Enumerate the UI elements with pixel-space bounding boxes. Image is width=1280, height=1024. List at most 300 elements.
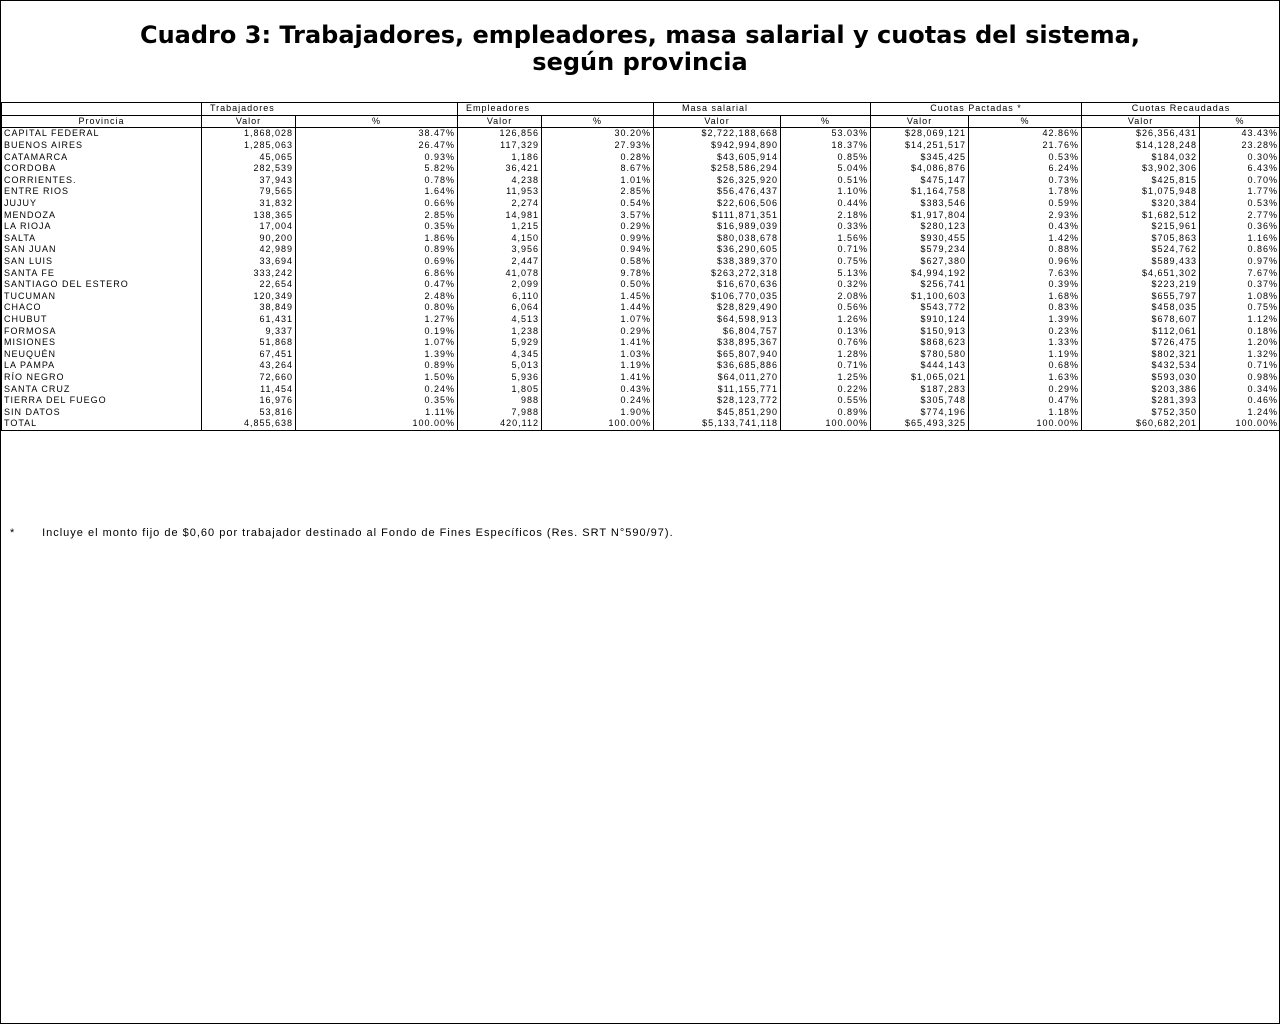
value-cell: $910,124 — [871, 314, 969, 326]
value-cell: 1.25% — [781, 372, 871, 384]
value-cell: 45,065 — [202, 151, 296, 163]
value-cell: 0.23% — [969, 325, 1082, 337]
page-title — [0, 22, 1280, 76]
value-cell: 1,805 — [458, 383, 542, 395]
value-cell: 0.19% — [296, 325, 458, 337]
table-row — [2, 314, 1280, 326]
value-cell: 2.18% — [781, 209, 871, 221]
footnote — [10, 527, 674, 539]
value-cell: 0.96% — [969, 256, 1082, 268]
table-row — [2, 256, 1280, 268]
value-cell: $64,598,913 — [654, 314, 781, 326]
value-cell: 0.86% — [1200, 244, 1280, 256]
value-cell: 0.76% — [781, 337, 871, 349]
province-cell: ENTRE RIOS — [2, 186, 202, 198]
value-cell: 0.51% — [781, 175, 871, 187]
value-cell: 0.75% — [1200, 302, 1280, 314]
province-cell: SANTA FE — [2, 267, 202, 279]
value-cell: 1.12% — [1200, 314, 1280, 326]
value-cell: 1.18% — [969, 406, 1082, 418]
value-cell: 0.71% — [1200, 360, 1280, 372]
value-cell: 0.34% — [1200, 383, 1280, 395]
table-body — [2, 128, 1280, 430]
province-cell: SANTA CRUZ — [2, 383, 202, 395]
value-cell: 67,451 — [202, 348, 296, 360]
value-cell: 100.00% — [542, 418, 654, 430]
value-cell: 4,345 — [458, 348, 542, 360]
value-cell: 33,694 — [202, 256, 296, 268]
value-cell: $280,123 — [871, 221, 969, 233]
value-cell: 0.36% — [1200, 221, 1280, 233]
value-cell: 7,988 — [458, 406, 542, 418]
table-row — [2, 267, 1280, 279]
value-cell: 26.47% — [296, 140, 458, 152]
value-cell: 27.93% — [542, 140, 654, 152]
value-cell: 0.33% — [781, 221, 871, 233]
value-cell: $11,155,771 — [654, 383, 781, 395]
table-row — [2, 233, 1280, 245]
value-cell: 61,431 — [202, 314, 296, 326]
value-cell: 2.08% — [781, 291, 871, 303]
value-cell: 38.47% — [296, 128, 458, 140]
province-cell: SAN JUAN — [2, 244, 202, 256]
value-cell: 0.46% — [1200, 395, 1280, 407]
value-cell: 0.29% — [542, 221, 654, 233]
value-cell: $26,356,431 — [1082, 128, 1200, 140]
table-row — [2, 209, 1280, 221]
value-cell: $320,384 — [1082, 198, 1200, 210]
column-header: % — [781, 115, 871, 128]
value-cell: $627,380 — [871, 256, 969, 268]
value-cell: 53.03% — [781, 128, 871, 140]
value-cell: $5,133,741,118 — [654, 418, 781, 430]
table-row — [2, 163, 1280, 175]
province-cell: SAN LUIS — [2, 256, 202, 268]
value-cell: 6,064 — [458, 302, 542, 314]
value-cell: 0.43% — [542, 383, 654, 395]
value-cell: 0.24% — [296, 383, 458, 395]
value-cell: $589,433 — [1082, 256, 1200, 268]
value-cell: 7.63% — [969, 267, 1082, 279]
province-cell: SIN DATOS — [2, 406, 202, 418]
table-row — [2, 244, 1280, 256]
value-cell: $2,722,188,668 — [654, 128, 781, 140]
value-cell: $80,038,678 — [654, 233, 781, 245]
value-cell: 31,832 — [202, 198, 296, 210]
value-cell: $678,607 — [1082, 314, 1200, 326]
value-cell: 0.80% — [296, 302, 458, 314]
value-cell: 4,150 — [458, 233, 542, 245]
group-header-row — [2, 103, 1280, 116]
group-header-cuotas-recaudadas: Cuotas Recaudadas — [1082, 103, 1280, 116]
province-cell: TUCUMAN — [2, 291, 202, 303]
value-cell: 0.59% — [969, 198, 1082, 210]
value-cell: $45,851,290 — [654, 406, 781, 418]
value-cell: 100.00% — [296, 418, 458, 430]
value-cell: 0.37% — [1200, 279, 1280, 291]
value-cell: $187,283 — [871, 383, 969, 395]
column-header: Valor — [1082, 115, 1200, 128]
value-cell: $444,143 — [871, 360, 969, 372]
value-cell: 0.30% — [1200, 151, 1280, 163]
value-cell: 1.41% — [542, 372, 654, 384]
value-cell: $56,476,437 — [654, 186, 781, 198]
value-cell: $28,829,490 — [654, 302, 781, 314]
value-cell: 72,660 — [202, 372, 296, 384]
value-cell: $14,251,517 — [871, 140, 969, 152]
value-cell: 1.26% — [781, 314, 871, 326]
value-cell: $150,913 — [871, 325, 969, 337]
value-cell: 11,953 — [458, 186, 542, 198]
province-cell: FORMOSA — [2, 325, 202, 337]
table-row — [2, 175, 1280, 187]
value-cell: $4,994,192 — [871, 267, 969, 279]
province-cell: JUJUY — [2, 198, 202, 210]
value-cell: 6.24% — [969, 163, 1082, 175]
table-row — [2, 221, 1280, 233]
value-cell: $184,032 — [1082, 151, 1200, 163]
value-cell: 100.00% — [781, 418, 871, 430]
value-cell: 38,849 — [202, 302, 296, 314]
column-header: % — [969, 115, 1082, 128]
province-cell: CHACO — [2, 302, 202, 314]
province-cell: BUENOS AIRES — [2, 140, 202, 152]
value-cell: 1.27% — [296, 314, 458, 326]
value-cell: 2.93% — [969, 209, 1082, 221]
value-cell: 1.50% — [296, 372, 458, 384]
value-cell: $1,682,512 — [1082, 209, 1200, 221]
value-cell: 1,868,028 — [202, 128, 296, 140]
value-cell: $1,164,758 — [871, 186, 969, 198]
value-cell: $726,475 — [1082, 337, 1200, 349]
value-cell: 37,943 — [202, 175, 296, 187]
value-cell: 42,989 — [202, 244, 296, 256]
value-cell: $28,123,772 — [654, 395, 781, 407]
column-header: Provincia — [2, 115, 202, 128]
value-cell: 117,329 — [458, 140, 542, 152]
value-cell: $16,989,039 — [654, 221, 781, 233]
value-cell: 14,981 — [458, 209, 542, 221]
value-cell: 100.00% — [1200, 418, 1280, 430]
value-cell: $16,670,636 — [654, 279, 781, 291]
value-cell: 5.82% — [296, 163, 458, 175]
province-cell: CHUBUT — [2, 314, 202, 326]
value-cell: 1.41% — [542, 337, 654, 349]
value-cell: 1.77% — [1200, 186, 1280, 198]
value-cell: 0.18% — [1200, 325, 1280, 337]
column-header: Valor — [654, 115, 781, 128]
value-cell: 1.33% — [969, 337, 1082, 349]
value-cell: $774,196 — [871, 406, 969, 418]
value-cell: $383,546 — [871, 198, 969, 210]
value-cell: 0.89% — [781, 406, 871, 418]
value-cell: 1.39% — [969, 314, 1082, 326]
value-cell: 6.86% — [296, 267, 458, 279]
value-cell: 0.39% — [969, 279, 1082, 291]
value-cell: 0.66% — [296, 198, 458, 210]
value-cell: 0.13% — [781, 325, 871, 337]
value-cell: 11,454 — [202, 383, 296, 395]
value-cell: 0.28% — [542, 151, 654, 163]
footnote-mark: * — [10, 527, 16, 539]
value-cell: 2,447 — [458, 256, 542, 268]
province-cell: TIERRA DEL FUEGO — [2, 395, 202, 407]
table-row — [2, 140, 1280, 152]
value-cell: $36,685,886 — [654, 360, 781, 372]
value-cell: 6.43% — [1200, 163, 1280, 175]
value-cell: 0.44% — [781, 198, 871, 210]
value-cell: 0.97% — [1200, 256, 1280, 268]
value-cell: 0.35% — [296, 395, 458, 407]
value-cell: 333,242 — [202, 267, 296, 279]
value-cell: 79,565 — [202, 186, 296, 198]
value-cell: 1.39% — [296, 348, 458, 360]
province-cell: MISIONES — [2, 337, 202, 349]
value-cell: 7.67% — [1200, 267, 1280, 279]
value-cell: 100.00% — [969, 418, 1082, 430]
value-cell: 1.11% — [296, 406, 458, 418]
table-row — [2, 198, 1280, 210]
value-cell: 1.86% — [296, 233, 458, 245]
value-cell: 1,215 — [458, 221, 542, 233]
value-cell: $432,534 — [1082, 360, 1200, 372]
group-header-empleadores: Empleadores — [458, 103, 654, 116]
column-header: % — [1200, 115, 1280, 128]
province-cell: LA RIOJA — [2, 221, 202, 233]
value-cell: 3,956 — [458, 244, 542, 256]
value-cell: 0.32% — [781, 279, 871, 291]
province-cell: NEUQUÉN — [2, 348, 202, 360]
title-line-2: según provincia — [532, 48, 748, 76]
value-cell: $26,325,920 — [654, 175, 781, 187]
table-row — [2, 186, 1280, 198]
footnote-text: Incluye el monto fijo de $0,60 por trabajador destinado al Fondo de Fines Específicos (Res. SRT N°590/97). — [42, 527, 674, 539]
table-row — [2, 348, 1280, 360]
value-cell: $111,871,351 — [654, 209, 781, 221]
value-cell: $4,651,302 — [1082, 267, 1200, 279]
value-cell: 0.70% — [1200, 175, 1280, 187]
column-header: Valor — [458, 115, 542, 128]
value-cell: $458,035 — [1082, 302, 1200, 314]
value-cell: $203,386 — [1082, 383, 1200, 395]
value-cell: 43.43% — [1200, 128, 1280, 140]
value-cell: $43,605,914 — [654, 151, 781, 163]
value-cell: 0.43% — [969, 221, 1082, 233]
value-cell: 1,186 — [458, 151, 542, 163]
value-cell: 126,856 — [458, 128, 542, 140]
value-cell: $593,030 — [1082, 372, 1200, 384]
value-cell: $1,065,021 — [871, 372, 969, 384]
value-cell: 1.68% — [969, 291, 1082, 303]
province-cell: CORDOBA — [2, 163, 202, 175]
value-cell: $4,086,876 — [871, 163, 969, 175]
value-cell: 1.07% — [296, 337, 458, 349]
value-cell: 2.85% — [296, 209, 458, 221]
value-cell: 0.47% — [969, 395, 1082, 407]
value-cell: 0.56% — [781, 302, 871, 314]
value-cell: $14,128,248 — [1082, 140, 1200, 152]
value-cell: $223,219 — [1082, 279, 1200, 291]
value-cell: 2.48% — [296, 291, 458, 303]
value-cell: 420,112 — [458, 418, 542, 430]
value-cell: 16,976 — [202, 395, 296, 407]
value-cell: $345,425 — [871, 151, 969, 163]
value-cell: $425,815 — [1082, 175, 1200, 187]
value-cell: $281,393 — [1082, 395, 1200, 407]
value-cell: $215,961 — [1082, 221, 1200, 233]
value-cell: 2,099 — [458, 279, 542, 291]
value-cell: 53,816 — [202, 406, 296, 418]
value-cell: 0.85% — [781, 151, 871, 163]
value-cell: $543,772 — [871, 302, 969, 314]
value-cell: 0.71% — [781, 244, 871, 256]
value-cell: $256,741 — [871, 279, 969, 291]
value-cell: 8.67% — [542, 163, 654, 175]
value-cell: 1.10% — [781, 186, 871, 198]
value-cell: 2.77% — [1200, 209, 1280, 221]
value-cell: 988 — [458, 395, 542, 407]
value-cell: 43,264 — [202, 360, 296, 372]
value-cell: $112,061 — [1082, 325, 1200, 337]
table-row — [2, 383, 1280, 395]
value-cell: 0.54% — [542, 198, 654, 210]
province-cell: SANTIAGO DEL ESTERO — [2, 279, 202, 291]
value-cell: 0.29% — [969, 383, 1082, 395]
value-cell: 1,285,063 — [202, 140, 296, 152]
value-cell: $65,493,325 — [871, 418, 969, 430]
value-cell: 1.32% — [1200, 348, 1280, 360]
province-cell: LA PAMPA — [2, 360, 202, 372]
data-table — [1, 102, 1280, 431]
title-line-1: Cuadro 3: Trabajadores, empleadores, masa salarial y cuotas del sistema, — [139, 21, 1140, 49]
value-cell: $802,321 — [1082, 348, 1200, 360]
province-cell: CAPITAL FEDERAL — [2, 128, 202, 140]
value-cell: 41,078 — [458, 267, 542, 279]
value-cell: 1.19% — [969, 348, 1082, 360]
value-cell: 0.68% — [969, 360, 1082, 372]
value-cell: 6,110 — [458, 291, 542, 303]
value-cell: 9.78% — [542, 267, 654, 279]
value-cell: 1.63% — [969, 372, 1082, 384]
value-cell: 0.50% — [542, 279, 654, 291]
value-cell: 21.76% — [969, 140, 1082, 152]
table-row — [2, 325, 1280, 337]
value-cell: 42.86% — [969, 128, 1082, 140]
value-cell: $263,272,318 — [654, 267, 781, 279]
value-cell: 0.35% — [296, 221, 458, 233]
province-cell: TOTAL — [2, 418, 202, 430]
value-cell: $868,623 — [871, 337, 969, 349]
value-cell: 1.16% — [1200, 233, 1280, 245]
province-cell: SALTA — [2, 233, 202, 245]
value-cell: 0.71% — [781, 360, 871, 372]
value-cell: 1.42% — [969, 233, 1082, 245]
value-cell: 17,004 — [202, 221, 296, 233]
table-row — [2, 395, 1280, 407]
value-cell: 0.55% — [781, 395, 871, 407]
value-cell: 23.28% — [1200, 140, 1280, 152]
table-row — [2, 360, 1280, 372]
value-cell: $930,455 — [871, 233, 969, 245]
value-cell: 1.64% — [296, 186, 458, 198]
value-cell: 0.89% — [296, 244, 458, 256]
value-cell: $475,147 — [871, 175, 969, 187]
value-cell: 0.98% — [1200, 372, 1280, 384]
value-cell: $579,234 — [871, 244, 969, 256]
table-row — [2, 406, 1280, 418]
province-cell: RÍO NEGRO — [2, 372, 202, 384]
value-cell: 1.45% — [542, 291, 654, 303]
value-cell: 22,654 — [202, 279, 296, 291]
value-cell: 36,421 — [458, 163, 542, 175]
value-cell: 0.24% — [542, 395, 654, 407]
value-cell: $1,100,603 — [871, 291, 969, 303]
value-cell: 0.22% — [781, 383, 871, 395]
value-cell: $36,290,605 — [654, 244, 781, 256]
value-cell: $524,762 — [1082, 244, 1200, 256]
column-header: Valor — [202, 115, 296, 128]
value-cell: 51,868 — [202, 337, 296, 349]
value-cell: 1.03% — [542, 348, 654, 360]
value-cell: 1.56% — [781, 233, 871, 245]
value-cell: 90,200 — [202, 233, 296, 245]
total-row — [2, 418, 1280, 430]
value-cell: $22,606,506 — [654, 198, 781, 210]
value-cell: $305,748 — [871, 395, 969, 407]
value-cell: 0.94% — [542, 244, 654, 256]
value-cell: 282,539 — [202, 163, 296, 175]
value-cell: 0.47% — [296, 279, 458, 291]
value-cell: $38,389,370 — [654, 256, 781, 268]
value-cell: 0.89% — [296, 360, 458, 372]
group-header-blank — [2, 103, 202, 116]
province-cell: CATAMARCA — [2, 151, 202, 163]
value-cell: $655,797 — [1082, 291, 1200, 303]
value-cell: 1.20% — [1200, 337, 1280, 349]
value-cell: $752,350 — [1082, 406, 1200, 418]
value-cell: 0.58% — [542, 256, 654, 268]
value-cell: 1,238 — [458, 325, 542, 337]
value-cell: 0.88% — [969, 244, 1082, 256]
value-cell: 0.78% — [296, 175, 458, 187]
value-cell: $38,895,367 — [654, 337, 781, 349]
value-cell: 1.01% — [542, 175, 654, 187]
value-cell: $6,804,757 — [654, 325, 781, 337]
value-cell: 9,337 — [202, 325, 296, 337]
table-row — [2, 279, 1280, 291]
value-cell: $106,770,035 — [654, 291, 781, 303]
value-cell: 1.24% — [1200, 406, 1280, 418]
column-header: % — [542, 115, 654, 128]
value-cell: 0.69% — [296, 256, 458, 268]
value-cell: $65,807,940 — [654, 348, 781, 360]
value-cell: $942,994,890 — [654, 140, 781, 152]
value-cell: 138,365 — [202, 209, 296, 221]
value-cell: 1.44% — [542, 302, 654, 314]
value-cell: 0.99% — [542, 233, 654, 245]
value-cell: 4,855,638 — [202, 418, 296, 430]
value-cell: 5,013 — [458, 360, 542, 372]
table-row — [2, 337, 1280, 349]
value-cell: $1,075,948 — [1082, 186, 1200, 198]
value-cell: 0.93% — [296, 151, 458, 163]
value-cell: 5,936 — [458, 372, 542, 384]
value-cell: 30.20% — [542, 128, 654, 140]
value-cell: 5.13% — [781, 267, 871, 279]
value-cell: $28,069,121 — [871, 128, 969, 140]
value-cell: 0.29% — [542, 325, 654, 337]
value-cell: 1.28% — [781, 348, 871, 360]
